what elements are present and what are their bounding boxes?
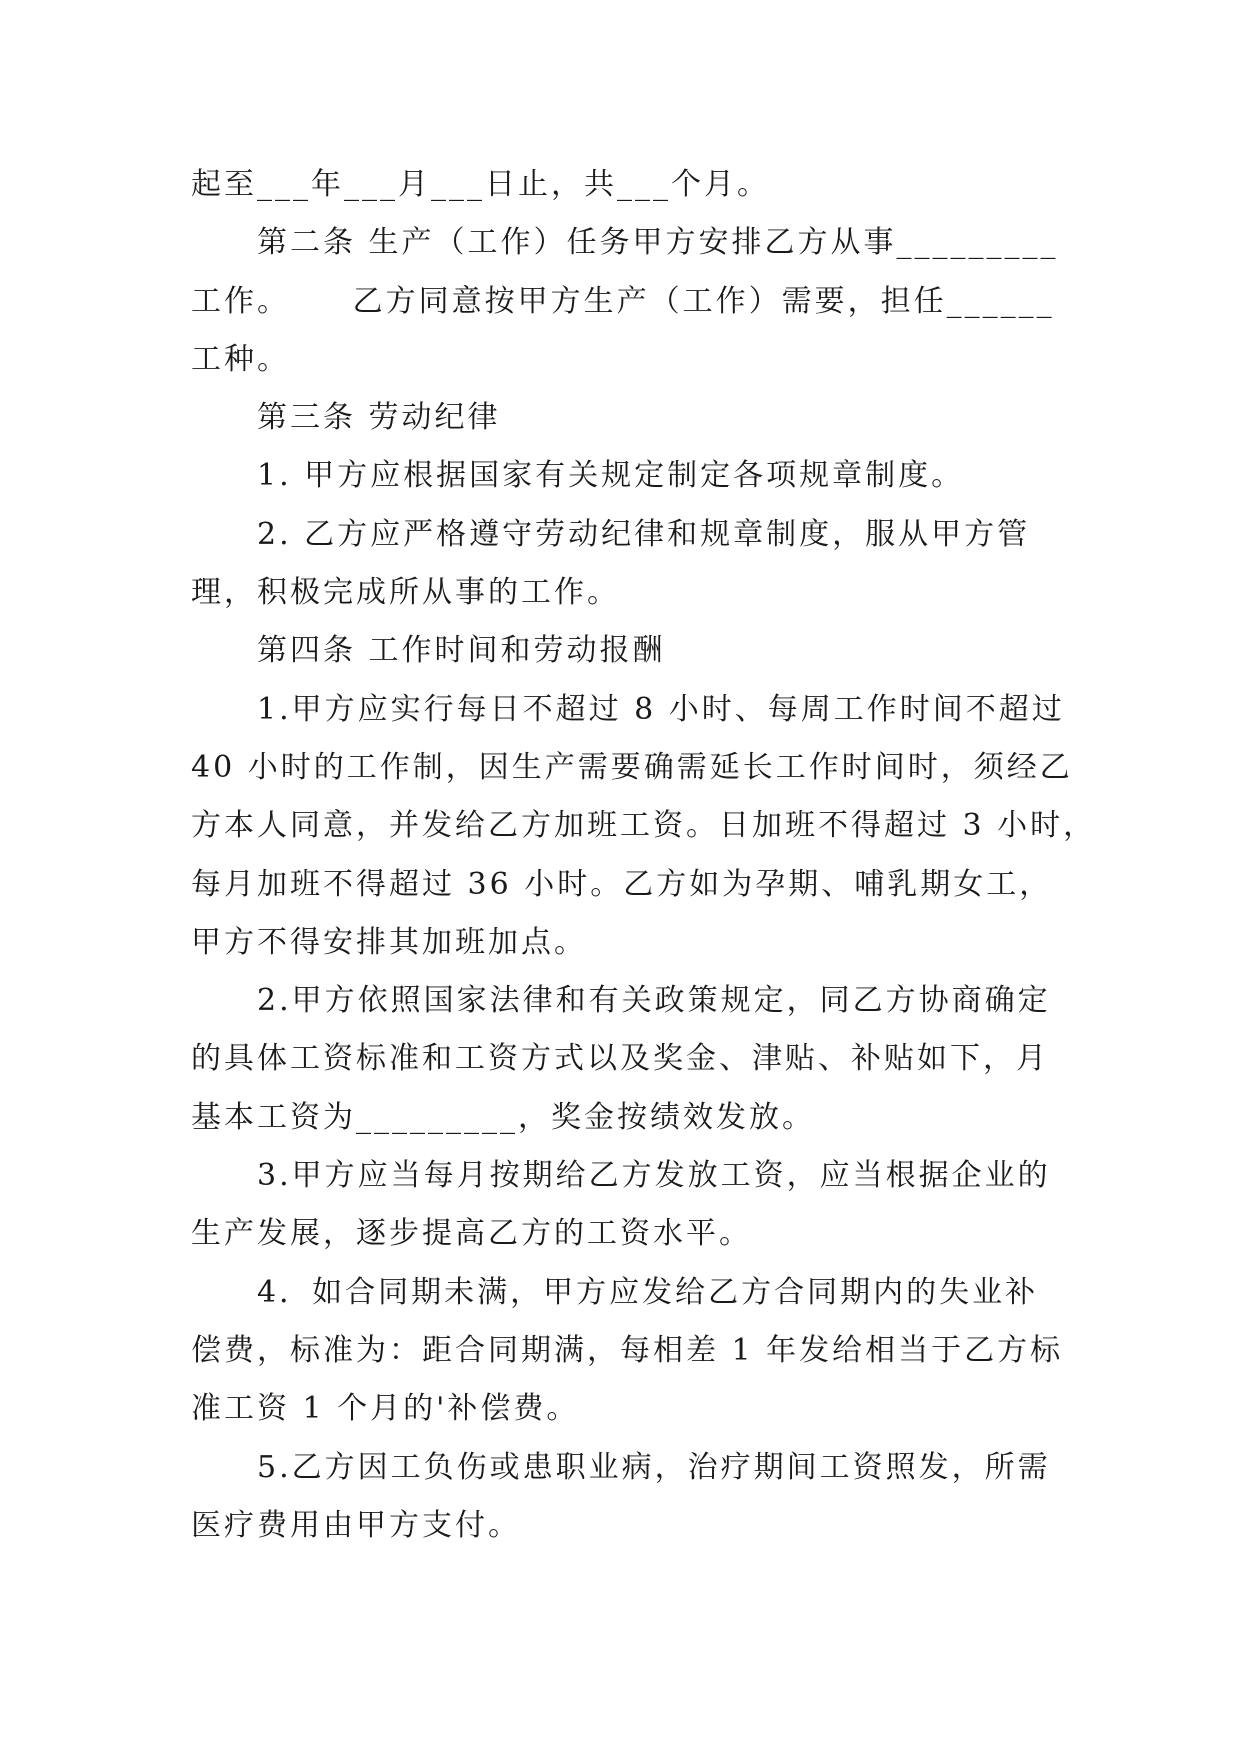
list-item: 2.甲方依照国家法律和有关政策规定，同乙方协商确定: [257, 983, 1051, 1019]
text-line: 偿费，标准为：距合同期满，每相差 1 年发给相当于乙方标: [191, 1332, 1064, 1368]
text-line: 基本工资为_________，奖金按绩效发放。: [191, 1099, 815, 1135]
article-3-heading: 第三条 劳动纪律: [257, 400, 501, 436]
text-line: 理，积极完成所从事的工作。: [191, 575, 620, 611]
article-2-heading: 第二条 生产（工作）任务甲方安排乙方从事_________: [257, 225, 1059, 261]
contract-text: [191, 156, 1097, 1555]
list-item: 1.甲方应实行每日不超过 8 小时、每周工作时间不超过: [257, 691, 1065, 727]
list-item: 4．如合同期未满，甲方应发给乙方合同期内的失业补: [257, 1274, 1039, 1310]
text-line: 每月加班不得超过 36 小时。乙方如为孕期、哺乳期女工，: [191, 866, 1053, 902]
text-line: 工作。 乙方同意按甲方生产（工作）需要，担任______: [191, 283, 1055, 319]
article-4-heading: 第四条 工作时间和劳动报酬: [257, 633, 666, 669]
text-line: 甲方不得安排其加班加点。: [191, 924, 587, 960]
list-item: 3.甲方应当每月按期给乙方发放工资，应当根据企业的: [257, 1158, 1051, 1194]
text-line: 起至___年___月___日止，共___个月。: [191, 167, 770, 202]
text-line: 准工资 1 个月的'补偿费。: [191, 1391, 580, 1427]
list-item: 5.乙方因工负伤或患职业病，治疗期间工资照发，所需: [257, 1449, 1051, 1485]
list-item: 1. 甲方应根据国家有关规定制定各项规章制度。: [257, 458, 965, 494]
text-line: 40 小时的工作制，因生产需要确需延长工作时间时，须经乙: [191, 749, 1073, 785]
text-line: 工种。: [191, 341, 290, 377]
text-line: 的具体工资标准和工资方式以及奖金、津贴、补贴如下，月: [191, 1041, 1049, 1077]
text-line: 医疗费用由甲方支付。: [191, 1507, 521, 1543]
text-line: 方本人同意，并发给乙方加班工资。日加班不得超过 3 小时，: [191, 808, 1097, 844]
text-line: 生产发展，逐步提高乙方的工资水平。: [191, 1216, 752, 1252]
list-item: 2. 乙方应严格遵守劳动纪律和规章制度，服从甲方管: [257, 516, 1031, 552]
